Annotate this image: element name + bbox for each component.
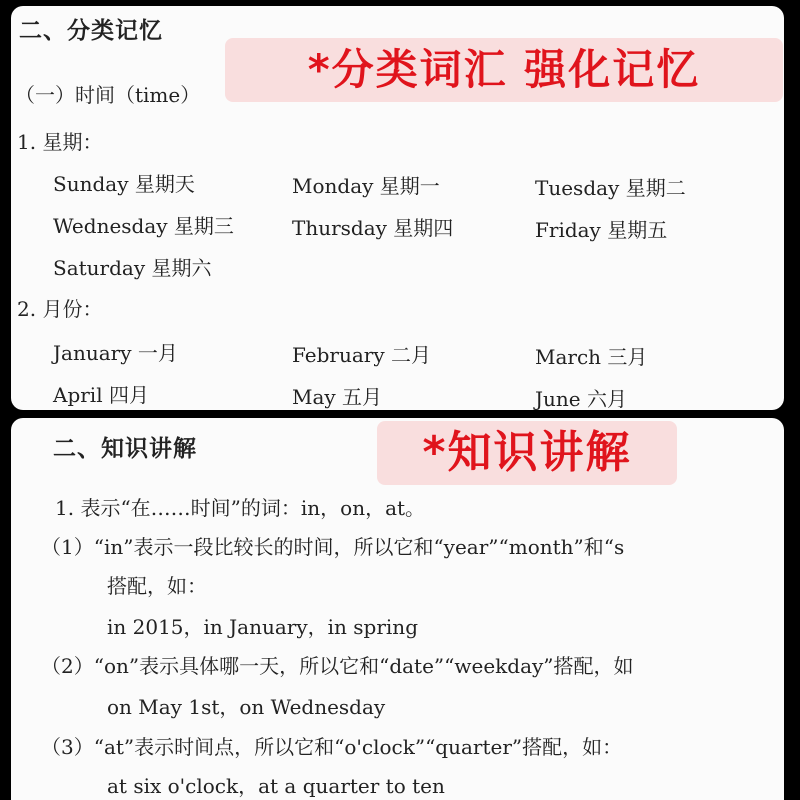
highlight-banner: *知识讲解 — [377, 421, 677, 485]
vocab-item: June 六月 — [535, 387, 627, 410]
rule-line: 搭配，如： — [107, 574, 207, 598]
vocabulary-card — [11, 6, 784, 410]
vocab-item: Wednesday 星期三 — [53, 214, 234, 238]
vocab-item: January 一月 — [53, 341, 178, 365]
section-heading: 二、知识讲解 — [53, 435, 197, 462]
vocab-item: Monday 星期一 — [292, 174, 440, 198]
vocab-item: April 四月 — [53, 383, 149, 407]
rule-line: （1）“in”表示一段比较长的时间，所以它和“year”“month”和“s — [41, 535, 625, 559]
vocab-item: Friday 星期五 — [535, 218, 668, 242]
example-line: at six o'clock，at a quarter to ten — [107, 774, 445, 798]
sub-heading: （一）时间（time） — [15, 83, 201, 107]
example-line: on May 1st，on Wednesday — [107, 695, 386, 719]
section-heading: 二、分类记忆 — [19, 17, 163, 44]
vocab-item: Tuesday 星期二 — [535, 176, 686, 200]
intro-line: 1. 表示“在……时间”的词：in，on，at。 — [55, 496, 426, 520]
example-line: in 2015，in January，in spring — [107, 615, 418, 639]
months-label: 2. 月份： — [17, 297, 103, 321]
vocab-item: March 三月 — [535, 345, 648, 369]
vocab-item: Saturday 星期六 — [53, 256, 212, 280]
vocab-item: Thursday 星期四 — [292, 216, 454, 240]
explanation-card — [11, 418, 784, 800]
rule-line: （2）“on”表示具体哪一天，所以它和“date”“weekday”搭配，如 — [41, 654, 634, 678]
highlight-banner: *分类词汇 强化记忆 — [225, 38, 783, 102]
vocab-item: Sunday 星期天 — [53, 172, 195, 196]
rule-line: （3）“at”表示时间点，所以它和“o'clock”“quarter”搭配，如： — [41, 735, 623, 759]
vocab-item: May 五月 — [292, 385, 383, 409]
vocab-item: February 二月 — [292, 343, 432, 367]
weekdays-label: 1. 星期： — [17, 130, 103, 154]
